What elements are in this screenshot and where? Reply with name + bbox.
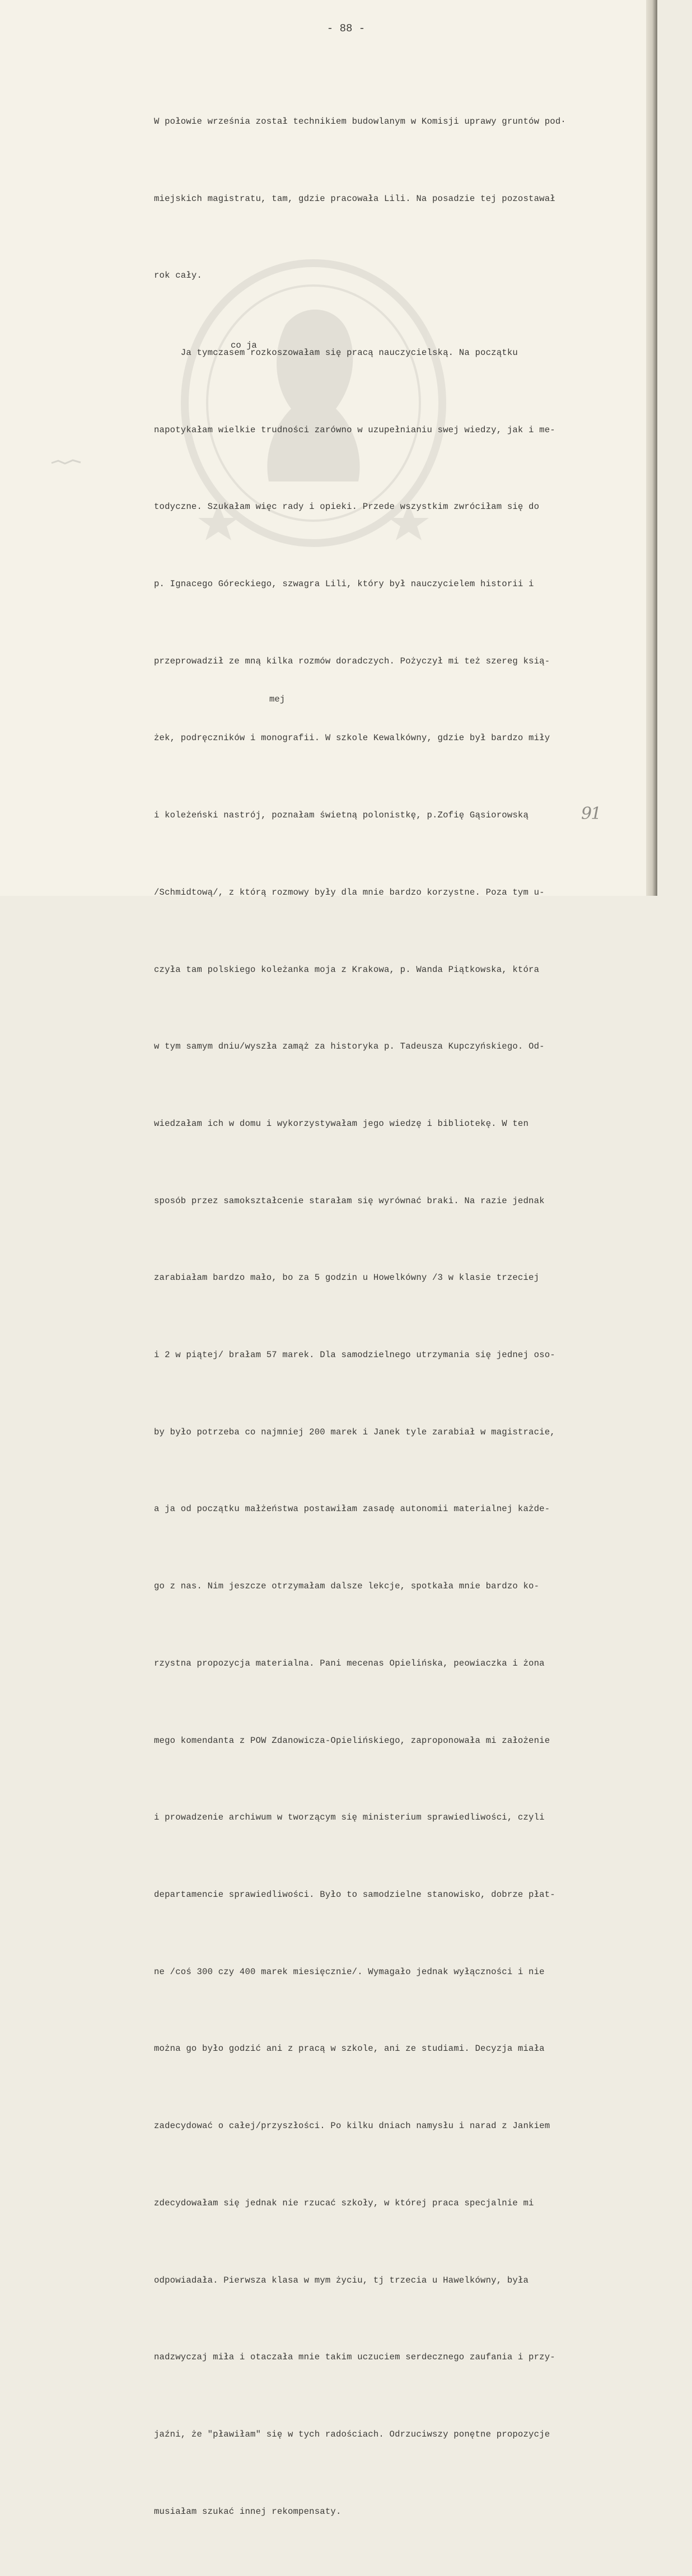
text-line: przeprowadził ze mną kilka rozmów doradczych. Pożyczył mi też szereg ksią- [154, 656, 550, 666]
text-line: zarabiałam bardzo mało, bo za 5 godzin u Howelkówny /3 w klasie trzeciej [154, 1273, 540, 1283]
pencil-smudge-mark [50, 456, 82, 467]
interlinear-insertion: co ja [231, 340, 257, 350]
text-line: ne /coś 300 czy 400 marek miesięcznie/. Wymagało jednak wyłączności i nie [154, 1966, 545, 1977]
scan-edge-shadow [646, 0, 657, 896]
text-line: rok cały. [154, 270, 203, 281]
text-line: zadecydować o całej/przyszłości. Po kilku dniach namysłu i narad z Jankiem [154, 2121, 550, 2131]
text-line: p. Ignacego Góreckiego, szwagra Lili, który był nauczycielem historii i [154, 579, 534, 590]
text-line: todyczne. Szukałam więc rady i opieki. Przede wszystkim zwróciłam się do [154, 502, 540, 512]
text-line: żek, podręczników i monografii. W szkole Kewalkówny, gdzie był bardzo miły [154, 733, 550, 744]
text-line: mego komendanta z POW Zdanowicza-Opielińskiego, zaproponowała mi założenie [154, 1735, 550, 1746]
handwritten-folio-number: 91 [581, 804, 601, 824]
text-line: sposób przez samokształcenie starałam się wyrównać braki. Na razie jednak [154, 1195, 545, 1206]
text-line: go z nas. Nim jeszcze otrzymałam dalsze lekcje, spotkała mnie bardzo ko- [154, 1581, 540, 1592]
text-line: czyła tam polskiego koleżanka moja z Krakowa, p. Wanda Piątkowska, która [154, 964, 540, 975]
text-line: rzystna propozycja materialna. Pani mecenas Opielińska, peowiaczka i żona [154, 1658, 545, 1668]
text-line: a ja od początku małżeństwa postawiłam zasadę autonomii materialnej każde- [154, 1504, 550, 1514]
text-line: /Schmidtową/, z którą rozmowy były dla mnie bardzo korzystne. Poza tym u- [154, 887, 545, 897]
text-line: i 2 w piątej/ brałam 57 marek. Dla samodzielnego utrzymania się jednej oso- [154, 1350, 555, 1361]
page-number: - 88 - [326, 22, 366, 35]
text-line: nadzwyczaj miła i otaczała mnie takim uczuciem serdecznego zaufania i przy- [154, 2352, 555, 2363]
text-line: wiedzałam ich w domu i wykorzystywałam jego wiedzę i bibliotekę. W ten [154, 1118, 529, 1129]
text-line: by było potrzeba co najmniej 200 marek i Janek tyle zarabiał w magistracie, [154, 1427, 555, 1437]
text-line: i prowadzenie archiwum w tworzącym się ministerium sprawiedliwości, czyli [154, 1812, 545, 1823]
typed-text-body [154, 58, 635, 2576]
text-line: napotykałam wielkie trudności zarówno w uzupełnianiu swej wiedzy, jak i me- [154, 424, 555, 435]
text-line: i koleżeński nastrój, poznałam świetną polonistkę, p.Zofię Gąsiorowską [154, 810, 529, 821]
text-line: Ja tymczasem rozkoszowałam się pracą nauczycielską. Na początku [154, 347, 518, 358]
text-line: w tym samym dniu/wyszła zamąż za historyka p. Tadeusza Kupczyńskiego. Od- [154, 1041, 545, 1052]
text-line: departamencie sprawiedliwości. Było to samodzielne stanowisko, dobrze płat- [154, 1889, 555, 1900]
interlinear-insertion: mej [269, 694, 286, 704]
text-line: można go było godzić ani z pracą w szkole, ani ze studiami. Decyzja miała [154, 2044, 545, 2054]
text-line: zdecydowałam się jednak nie rzucać szkoły, w której praca specjalnie mi [154, 2198, 534, 2208]
text-line: W połowie września został technikiem budowlanym w Komisji uprawy gruntów pod· [154, 116, 566, 127]
text-line: jaźni, że "pławiłam" się w tych radościach. Odrzuciwszy ponętne propozycje [154, 2429, 550, 2439]
text-line: musiałam szukać innej rekompensaty. [154, 2506, 342, 2517]
text-line: miejskich magistratu, tam, gdzie pracowała Lili. Na posadzie tej pozostawał [154, 193, 555, 204]
text-line: odpowiadała. Pierwsza klasa w mym życiu, tj trzecia u Hawelkówny, była [154, 2275, 529, 2285]
